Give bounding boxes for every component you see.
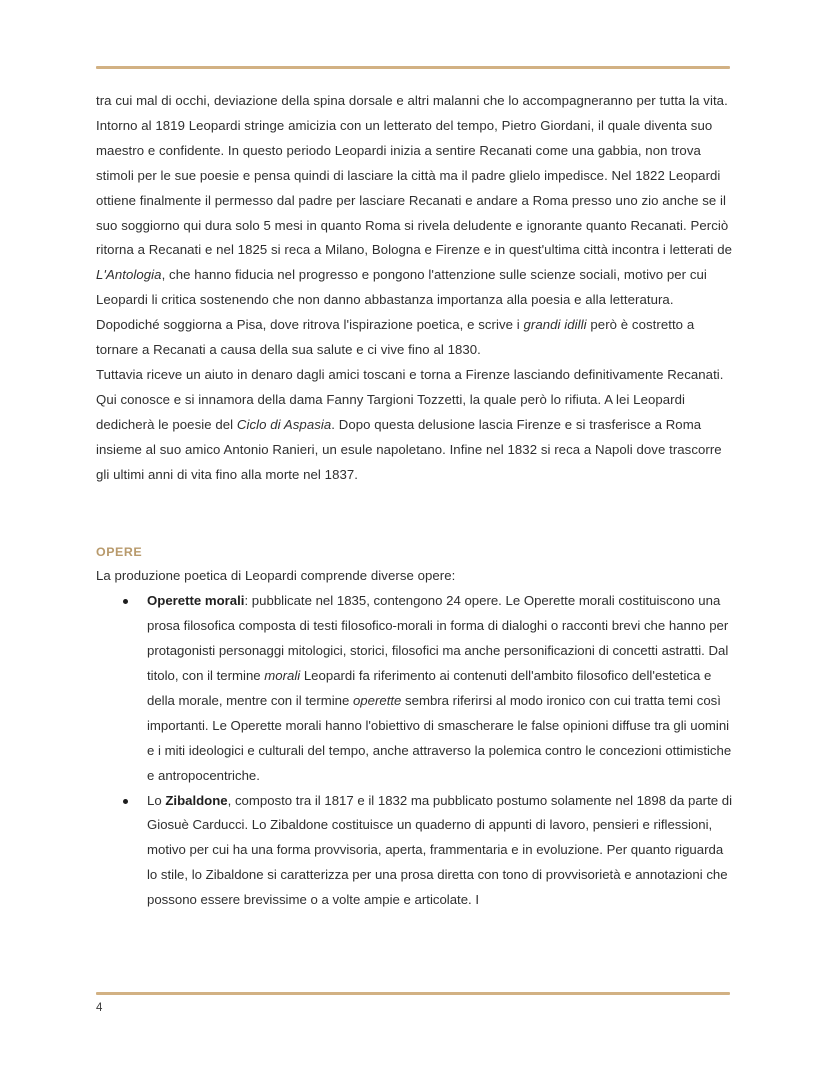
text-run: , che hanno fiducia nel progresso e pongono l'attenzione sulle scienze sociali, motivo per cui Leopardi li critica sostenendo che non danno abbastanza importanza alla poesia e alla letteratura. Dopodiché soggiorna a Pisa, dove ritrova l'ispirazione poetica, e scrive i — [96, 267, 707, 333]
paragraph-giordani — [96, 114, 732, 363]
bullet-dot-icon — [123, 799, 128, 804]
page-content — [96, 89, 732, 913]
text-run: Leopardi fa riferimento ai contenuti dell'ambito filosofico dell'estetica e della morale, mentre con il termine — [147, 668, 712, 708]
list-item-text — [147, 793, 732, 908]
text-run: però è costretto a tornare a Recanati a causa della sua salute e ci vive fino al 1830. — [96, 317, 695, 358]
section-spacer — [96, 488, 732, 540]
header-divider-rule — [96, 66, 730, 69]
text-run: : pubblicate nel 1835, contengono 24 opere. Le Operette morali costituiscono una prosa filosofica composta di testi filosofico-morali in forma di dialoghi o racconti brevi che hanno per protagonisti personaggi mitologici, storici, filosofici ma anche personificazioni di concetti astratti. Dal titolo, con il termine — [147, 593, 729, 684]
section-heading-opere: OPERE — [96, 544, 143, 559]
italic-run: grandi idilli — [523, 317, 587, 333]
text-run: . Dopo questa delusione lascia Firenze e si trasferisce a Roma insieme al suo amico Antonio Ranieri, un esule napoletano. Infine nel 1832 si reca a Napoli dove trascorre gli ultimi anni di vita fino alla morte nel 1837. — [96, 416, 722, 482]
text-run: Lo — [147, 792, 166, 808]
paragraph-malanni — [96, 89, 732, 114]
section-intro-text: La produzione poetica di Leopardi comprende diverse opere: — [96, 568, 456, 584]
bold-run: Operette morali — [147, 593, 245, 609]
list-item — [96, 589, 732, 788]
list-item-text — [147, 593, 731, 782]
opere-list — [96, 589, 732, 913]
bold-run: Zibaldone — [165, 792, 228, 808]
list-item — [96, 789, 732, 914]
bullet-dot-icon — [123, 599, 128, 604]
text-run: Intorno al 1819 Leopardi stringe amicizia con un letterato del tempo, Pietro Giordani, il quale diventa suo maestro e confidente. In questo periodo Leopardi inizia a sentire Recanati come una gabbia, non trova stimoli per le sue poesie e pensa quindi di lasciare la città ma il padre glielo impedisce. Nel 1822 Leopardi ottiene finalmente il permesso dal padre per lasciare Recanati e andare a Roma presso uno zio anche se il suo soggiorno qui dura solo 5 mesi in quanto Roma si rivela deludente e ignorante quanto Recanati. Perciò ritorna a Recanati e nel 1825 si reca a Milano, Bologna e Firenze e in quest'ultima città incontra i letterati de — [96, 117, 732, 258]
text-run: tra cui mal di occhi, deviazione della spina dorsale e altri malanni che lo accompagneranno per tutta la vita. — [96, 93, 728, 108]
italic-run: L'Antologia — [96, 267, 162, 283]
text-run: , composto tra il 1817 e il 1832 ma pubblicato postumo solamente nel 1898 da parte di Giosuè Carducci. Lo Zibaldone costituisce un quaderno di appunti di lavoro, pensieri e riflessioni, motivo per cui ha una forma provvisoria, aperta, frammentaria e in evoluzione. Per quanto riguarda lo stile, lo Zibaldone si caratterizza per una prosa diretta con tono di provvisorietà e annotazioni che possono essere brevissime o a volte ampie e articolate. I — [147, 792, 732, 908]
italic-run: morali — [264, 668, 301, 684]
footer-divider-rule — [96, 992, 730, 995]
page-number: 4 — [96, 1002, 103, 1014]
italic-run: operette — [352, 692, 402, 708]
text-run: sembra riferirsi al modo ironico con cui tratta temi così importanti. Le Operette morali hanno l'obiettivo di smascherare le false opinioni diffuse tra gli uomini e i miti ideologici e culturali del tempo, anche attraverso la polemica contro le concezioni ottimistiche e antropocentriche. — [147, 692, 732, 783]
text-run: Tuttavia riceve un aiuto in denaro dagli amici toscani e torna a Firenze lasciando definitivamente Recanati. Qui conosce e si innamora della dama Fanny Targioni Tozzetti, la quale però lo rifiuta. A lei Leopardi dedicherà le poesie del — [96, 366, 724, 432]
italic-run: Ciclo di Aspasia — [236, 416, 332, 432]
paragraph-firenze — [96, 363, 732, 488]
